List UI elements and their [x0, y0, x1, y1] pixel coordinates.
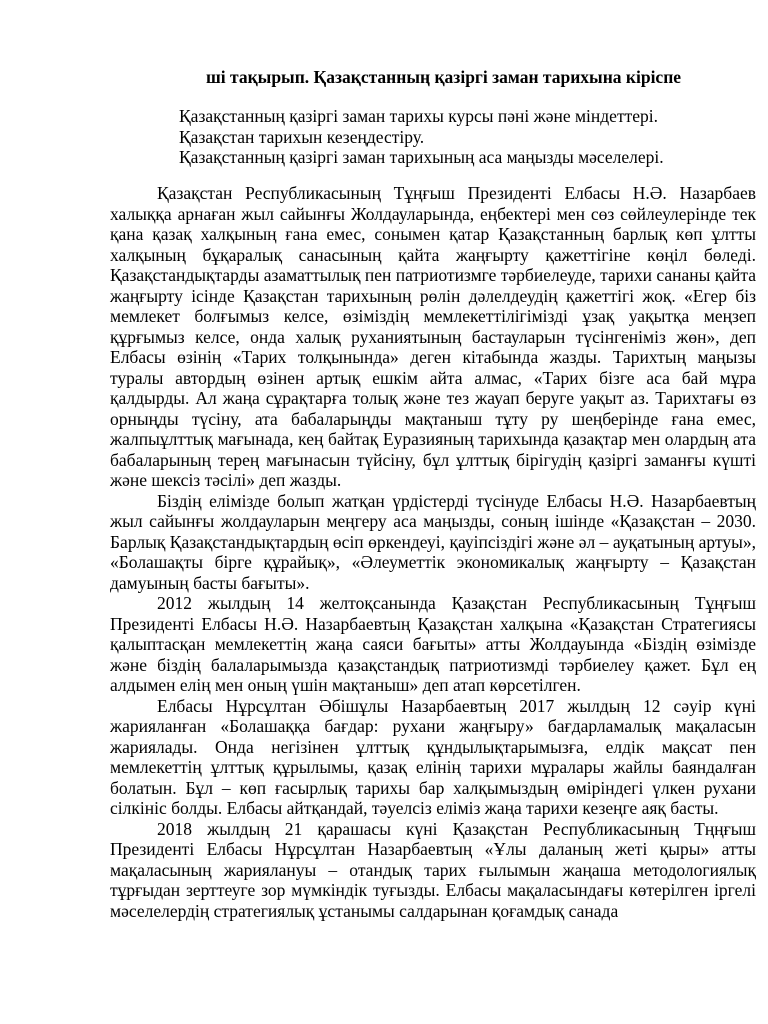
paragraph: Біздің елімізде болып жатқан үрдістерді түсінуде Елбасы Н.Ә. Назарбаевтың жыл сайынғы жолдауларын меңгеру аса маңызды, соның ішінде «Қазақстан – 2030. Барлық Қазақстандықтардың өсіп өркендеуі, қауіпсіздігі және әл – ауқатының артуы», «Болашақты бірге құрайық», «Әлеуметтік экономикалық жаңғырту – Қазақстан дамуының басты бағыты». — [110, 490, 756, 593]
paragraph: 2012 жылдың 14 желтоқсанында Қазақстан Республикасының Тұңғыш Президенті Елбасы Н.Ә. Назарбаевтың Қазақстан халқына «Қазақстан Стратегиясы қалыптасқан мемлекеттің жаңа саяси бағыты» атты Жолдауында «Біздің өзімізде және біздің балаларымызда қазақстандық патриотизмді тәрбиелеу қажет. Бұл ең алдымен елің мен оның үшін мақтаныш» деп атап көрсетілген. — [110, 593, 756, 695]
plan-item: Қазақстан тарихын кезеңдестіру. — [179, 126, 425, 147]
body-text — [110, 183, 756, 921]
paragraph: Қазақстан Республикасының Тұңғыш Президенті Елбасы Н.Ә. Назарбаев халыққа арнаған жыл сайынғы Жолдауларында, еңбектері мен сөз сөйлеулерінде тек қана қазақ халқының ғана емес, сонымен қатар Қазақстанның барлық көп ұлтты халқының бұқаралық санасының қайта жаңғырту қажеттігіне көңіл бөледі. Қазақстандықтарды азаматтылық пен патриотизмге тәрбиелеуде, тарихи сананы қайта жаңғырту ісінде Қазақстан тарихының рөлін дәлелдеудің қажеттігі жоқ. «Егер біз мемлекет болғымыз келсе, өзіміздің мемлекеттілігімізді ұзақ уақытқа меңзеп құрғымыз келсе, онда халық руханиятының бастауларын түсінгеніміз жөн», деп Елбасы өзінің «Тарих толқынында» деген кітабында жазды. Тарихтың маңызы туралы автордың өзінен артық ешкім айта алмас, «Тарих бізге аса бай мұра қалдырды. Ал жаңа сұрақтарға толық және тез жауап беруге уақыт аз. Тарихтағы өз орныңды түсіну, ата бабаларыңды мақтаныш тұту ру шеңберінде ғана емес, жалпыұлттық мағынада, кең байтақ Еуразияның тарихында қазақтар мен олардың ата бабаларының терең мағынасын түйсіну, бұл ұлттық бірігудің қазіргі заманғы күшті және шексіз тәсілі» деп жазды. — [110, 183, 756, 490]
plan-item: Қазақстанның қазіргі заман тарихының аса маңызды мәселелері. — [179, 147, 664, 167]
paragraph: Елбасы Нұрсұлтан Әбішұлы Назарбаевтың 2017 жылдың 12 сәуір күні жарияланған «Болашаққа бағдар: рухани жаңғыру» бағдарламалық мақаласын жариялады. Онда негізінен ұлттық құндылықтарымызға, елдік мақсат пен мемлекеттің ұлттық құрылымы, қазақ елінің тарихи мұралары жайлы баяндалған болатын. Бұл – көп ғасырлық тарихы бар халқымыздың өміріндегі үлкен рухани сілкініс болды. Елбасы айтқандай, тәуелсіз еліміз жаңа тарихи кезеңге аяқ басты. — [110, 695, 756, 818]
topic-plan-list — [179, 106, 664, 168]
page-title: ші тақырып. Қазақстанның қазіргі заман тарихына кіріспе — [206, 67, 682, 87]
plan-item: Қазақстанның қазіргі заман тарихы курсы пәні және міндеттері. — [179, 106, 659, 126]
paragraph: 2018 жылдың 21 қарашасы күні Қазақстан Республикасының Тңңғыш Президенті Елбасы Нұрсұлтан Назарбаевтың «Ұлы даланың жеті қыры» атты мақаласының жариялануы – отандық тарих ғылымын жаңаша методологиялық тұрғыдан зерттеуге зор мүмкіндік туғызды. Елбасы мақаласындағы көтерілген іргелі мәселелердің стратегиялық ұстанымы салдарынан қоғамдық санада — [110, 818, 756, 921]
